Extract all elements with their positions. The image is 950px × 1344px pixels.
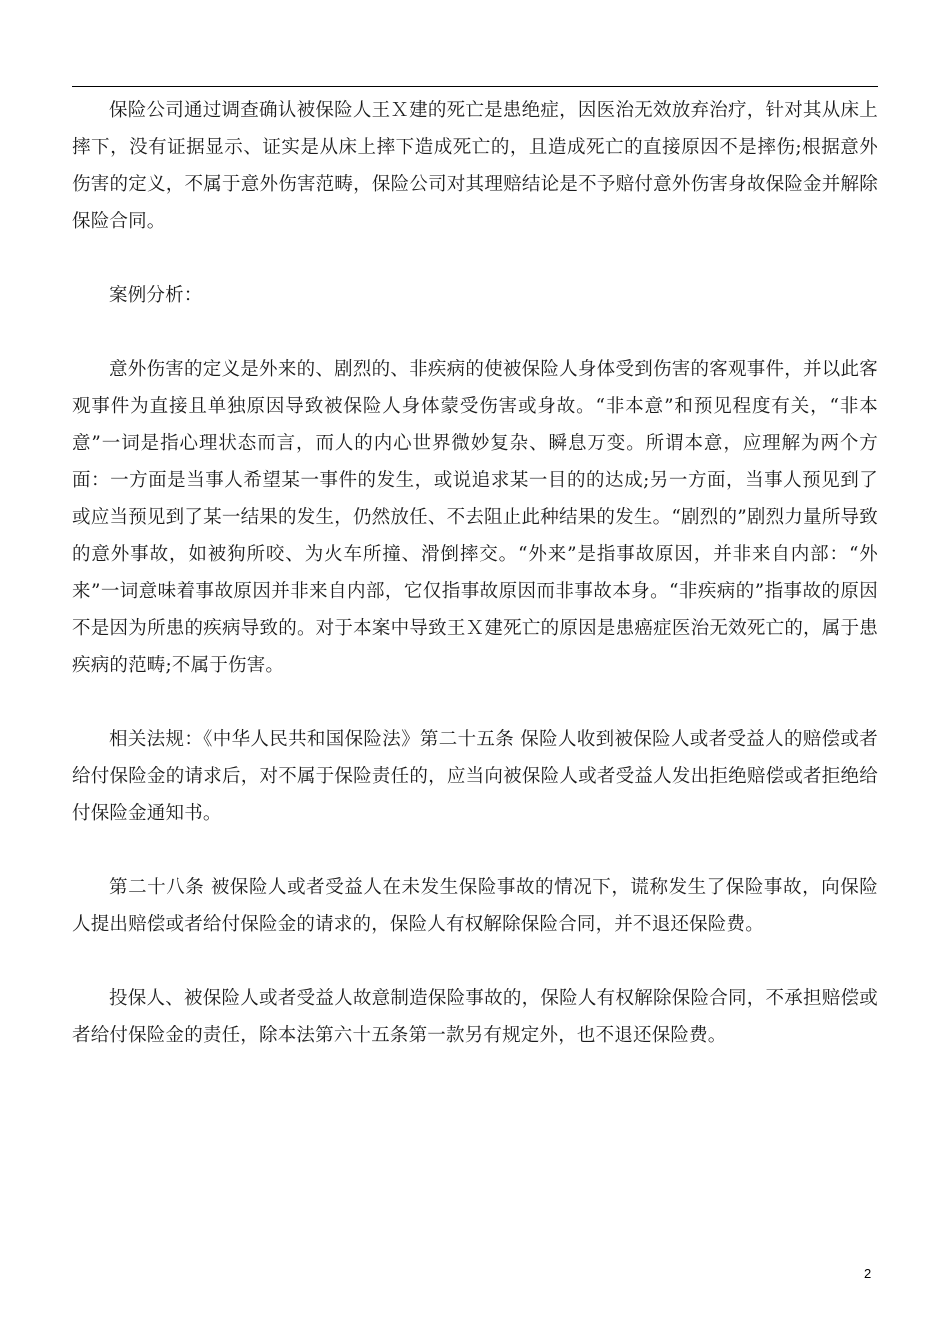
page-number: 2 bbox=[864, 1266, 872, 1281]
paragraph-accident-definition: 意外伤害的定义是外来的、剧烈的、非疾病的使被保险人身体受到伤害的客观事件，并以此客观事件为直接且单独原因导致被保险人身体蒙受伤害或身故。“非本意”和预见程度有关，“非本意”一词是指心理状态而言，而人的内心世界微妙复杂、瞬息万变。所谓本意，应理解为两个方面：一方面是当事人希望某一事件的发生，或说追求某一目的的达成;另一方面，当事人预见到了或应当预见到了某一结果的发生，仍然放任、不去阻止此种结果的发生。“剧烈的”剧烈力量所导致的意外事故，如被狗所咬、为火车所撞、滑倒摔交。“外来”是指事故原因，并非来自内部：“外来”一词意味着事故原因并非来自内部，它仅指事故原因而非事故本身。“非疾病的”指事故的原因不是因为所患的疾病导致的。对于本案中导致王Ｘ建死亡的原因是患癌症医治无效死亡的，属于患疾病的范畴;不属于伤害。 bbox=[72, 359, 878, 676]
section-heading-case-analysis: 案例分析： bbox=[109, 285, 203, 306]
header-rule bbox=[72, 86, 878, 87]
document-body bbox=[72, 92, 878, 1054]
paragraph-spacer bbox=[72, 240, 878, 277]
paragraph-spacer bbox=[72, 314, 878, 351]
paragraph-spacer bbox=[72, 832, 878, 869]
paragraph-related-law-article-25: 相关法规：《中华人民共和国保险法》第二十五条 保险人收到被保险人或者受益人的赔偿或者给付保险金的请求后，对不属于保险责任的，应当向被保险人或者受益人发出拒绝赔偿或者拒绝给付保险金通知书。 bbox=[72, 729, 878, 824]
paragraph-spacer bbox=[72, 684, 878, 721]
paragraph-intentional-accident: 投保人、被保险人或者受益人故意制造保险事故的，保险人有权解除保险合同，不承担赔偿或者给付保险金的责任，除本法第六十五条第一款另有规定外，也不退还保险费。 bbox=[72, 988, 878, 1046]
paragraph-article-28: 第二十八条 被保险人或者受益人在未发生保险事故的情况下，谎称发生了保险事故，向保险人提出赔偿或者给付保险金的请求的，保险人有权解除保险合同，并不退还保险费。 bbox=[72, 877, 878, 935]
paragraph-claim-conclusion: 保险公司通过调查确认被保险人王Ｘ建的死亡是患绝症，因医治无效放弃治疗，针对其从床上摔下，没有证据显示、证实是从床上摔下造成死亡的，且造成死亡的直接原因不是摔伤;根据意外伤害的定义，不属于意外伤害范畴，保险公司对其理赔结论是不予赔付意外伤害身故保险金并解除保险合同。 bbox=[72, 100, 878, 232]
paragraph-spacer bbox=[72, 943, 878, 980]
